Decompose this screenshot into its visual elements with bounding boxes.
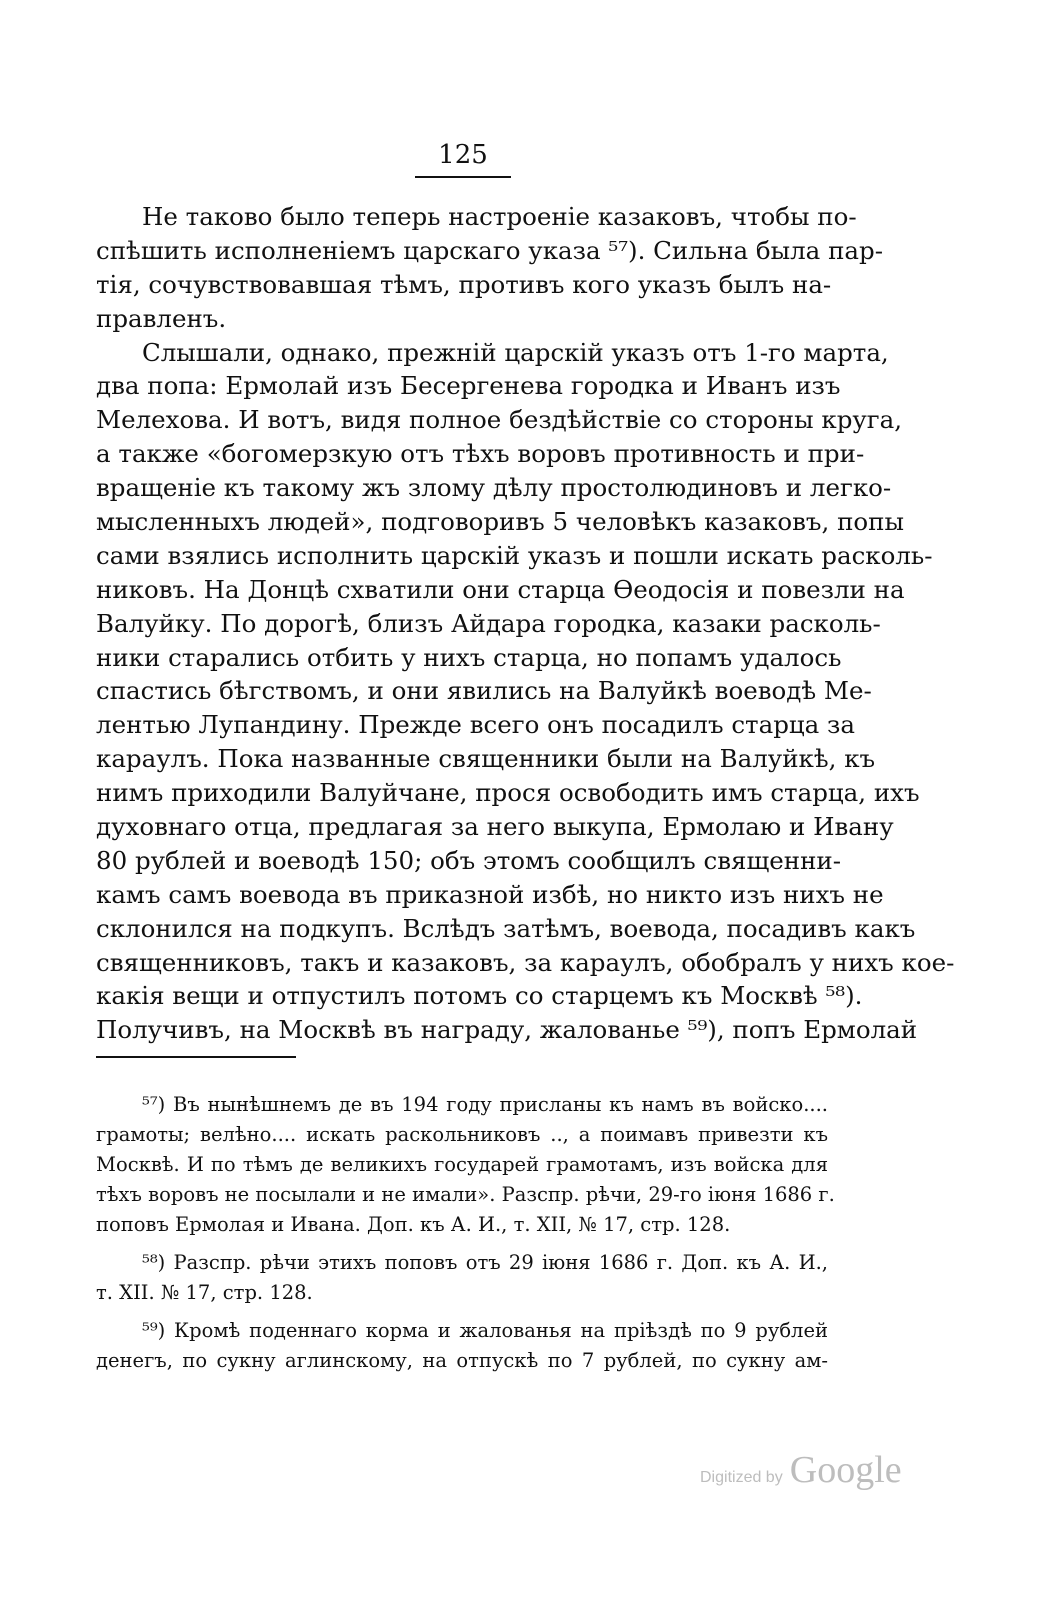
text-line: а также «богомерзкую отъ тѣхъ воровъ противность и при-: [96, 439, 865, 469]
text-line: караулъ. Пока названные священники были на Валуйкѣ, къ: [96, 744, 876, 774]
digitized-watermark: [700, 1448, 930, 1498]
footnote-line: тѣхъ воровъ не посылали и не имали». Разспр. рѣчи, 29-го iюня 1686 г.: [96, 1183, 835, 1206]
watermark-prefix: Digitized by: [700, 1469, 783, 1486]
text-line: спѣшить исполненiемъ царскаго указа ⁵⁷). Сильна была пар-: [96, 235, 883, 265]
footnote-line: ⁵⁷) Въ нынѣшнемъ де въ 194 году присланы къ намъ въ войско....: [142, 1093, 828, 1116]
footnote-line: Москвѣ. И по тѣмъ де великихъ государей грамотамъ, изъ войска для: [96, 1153, 828, 1176]
text-line: духовнаго отца, предлагая за него выкупа, Ермолаю и Ивану: [96, 812, 894, 842]
text-line: Получивъ, на Москвѣ въ награду, жалованье ⁵⁹), попъ Ермолай: [96, 1015, 918, 1045]
footnote-rule: [96, 1056, 296, 1058]
text-line: правленъ.: [96, 303, 227, 333]
text-line: сами взялись исполнить царскiй указъ и пошли искать расколь-: [96, 540, 933, 570]
text-line: лентью Лупандину. Прежде всего онъ посадилъ старца за: [96, 710, 856, 740]
text-line: Не таково было теперь настроенie казаковъ, чтобы по-: [142, 202, 857, 231]
text-line: нимъ приходили Валуйчане, прося освободить имъ старца, ихъ: [96, 778, 920, 808]
text-line: какiя вещи и отпустилъ потомъ со старцемъ къ Москвѣ ⁵⁸).: [96, 981, 863, 1011]
text-line: два попа: Ермолай изъ Бесергенева городка и Иванъ изъ: [96, 371, 841, 401]
page-number-rule: [415, 176, 511, 178]
footnote-line: поповъ Ермолая и Ивана. Доп. къ А. И., т. XII, № 17, стр. 128.: [96, 1213, 731, 1236]
page-number: 125: [438, 140, 488, 170]
text-line: тія, сочувствовавшая тѣмъ, противъ кого указъ былъ на-: [96, 269, 832, 299]
text-line: ники старались отбить у нихъ старца, но попамъ удалось: [96, 642, 842, 672]
footnotes: [96, 1090, 835, 1384]
text-line: камъ самъ воевода въ приказной избѣ, но никто изъ нихъ не: [96, 879, 884, 909]
text-line: вращенiе къ такому жъ злому дѣлу простолюдиновъ и легко-: [96, 473, 892, 503]
text-line: Мелехова. И вотъ, видя полное бездѣйствiе со стороны круга,: [96, 405, 903, 435]
text-line: Слышали, однако, прежнiй царскiй указъ отъ 1-го марта,: [142, 337, 889, 367]
footnote-57: [96, 1090, 835, 1240]
footnote-line: грамоты; велѣно.... искать раскольниковъ .., а поимавъ привезти къ: [96, 1123, 828, 1146]
text-line: склонился на подкупъ. Вслѣдъ затѣмъ, воевода, посадивъ какъ: [96, 913, 916, 943]
footnote-line: т. XII. № 17, стр. 128.: [96, 1281, 313, 1304]
footnote-58: [96, 1248, 828, 1308]
text-line: мысленныхъ людей», подговоривъ 5 человѣкъ казаковъ, попы: [96, 507, 904, 537]
text-line: 80 рублей и воеводѣ 150; объ этомъ сообщилъ священни-: [96, 845, 842, 875]
google-logo: Google: [789, 1449, 902, 1491]
footnote-line: денегъ, по сукну аглинскому, на отпускѣ по 7 рублей, по сукну ам-: [96, 1349, 828, 1372]
text-line: спастись бѣгствомъ, и они явились на Валуйкѣ воеводѣ Ме-: [96, 676, 872, 706]
text-line: священниковъ, такъ и казаковъ, за караулъ, обобралъ у нихъ кое-: [96, 947, 955, 977]
text-line: никовъ. На Донцѣ схватили они старца Ѳеодосiя и повезли на: [96, 574, 905, 604]
footnote-59: [96, 1316, 828, 1376]
main-text: [96, 200, 955, 1047]
footnote-line: ⁵⁹) Кромѣ поденнаго корма и жалованья на прiѣздѣ по 9 рублей: [142, 1319, 828, 1342]
footnote-line: ⁵⁸) Разспр. рѣчи этихъ поповъ отъ 29 iюня 1686 г. Доп. къ А. И.,: [142, 1251, 828, 1274]
text-line: Валуйку. По дорогѣ, близъ Айдара городка, казаки расколь-: [96, 608, 881, 638]
